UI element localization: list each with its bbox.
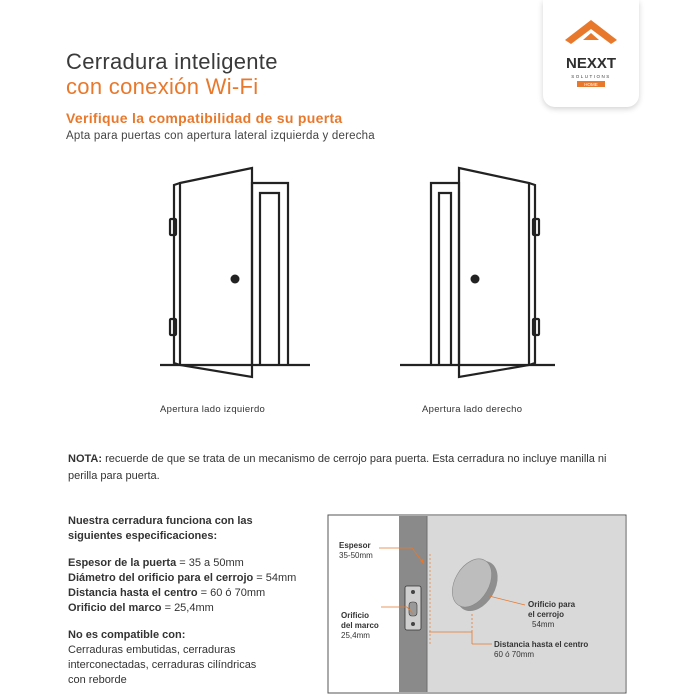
- value-cerrojo: 54mm: [532, 620, 555, 629]
- door-knob-icon: [471, 275, 480, 284]
- label-marco-2: del marco: [341, 621, 379, 630]
- logo-solutions-text: SOLUTIONS: [571, 74, 611, 79]
- not-compatible-line: interconectadas, cerraduras cilíndricas: [68, 659, 257, 671]
- lock-installation-diagram: [327, 514, 627, 694]
- value-distancia: 60 ó 70mm: [494, 650, 535, 659]
- door-knob-icon: [231, 275, 240, 284]
- left-door-illustration: [160, 165, 320, 400]
- specifications-block: [68, 514, 328, 688]
- nexxt-logo-icon: [543, 0, 639, 107]
- not-compatible-heading: No es compatible con:: [68, 629, 186, 641]
- compatibility-subtitle: Apta para puertas con apertura lateral izquierda y derecha: [66, 130, 375, 142]
- not-compatible-line: con reborde: [68, 674, 127, 686]
- note-text: recuerde de que se trata de un mecanismo de cerrojo para puerta. Esta cerradura no incluye manilla ni perilla para puerta.: [68, 453, 607, 482]
- label-marco-1: Orificio: [341, 611, 370, 620]
- value-espesor: 35-50mm: [339, 551, 373, 560]
- logo-home-text: HOME: [584, 82, 598, 87]
- specs-intro-line-2: siguientes especificaciones:: [68, 530, 218, 542]
- logo-brand-text: NEXXT: [565, 55, 617, 72]
- left-door-caption: Apertura lado izquierdo: [160, 404, 266, 415]
- spec-item: Diámetro del orificio para el cerrojo = 54mm: [68, 572, 297, 584]
- title-line-1: Cerradura inteligente: [66, 49, 278, 74]
- specs-intro-line-1: Nuestra cerradura funciona con las: [68, 515, 253, 527]
- right-door-illustration: [395, 165, 555, 400]
- note-paragraph: [68, 451, 628, 485]
- value-marco: 25,4mm: [341, 631, 370, 640]
- not-compatible-line: Cerraduras embutidas, cerraduras: [68, 644, 236, 656]
- compatibility-heading: Verifique la compatibilidad de su puerta: [66, 110, 343, 126]
- spec-item: Espesor de la puerta = 35 a 50mm: [68, 557, 244, 569]
- title-line-2: con conexión Wi-Fi: [66, 74, 259, 99]
- spec-item: Distancia hasta el centro = 60 ó 70mm: [68, 587, 266, 599]
- note-label: NOTA:: [68, 453, 103, 465]
- label-cerrojo-1: Orificio para: [528, 600, 576, 609]
- label-espesor: Espesor: [339, 541, 371, 550]
- right-door-caption: Apertura lado derecho: [422, 404, 523, 415]
- label-distancia: Distancia hasta el centro: [494, 640, 589, 649]
- spec-item: Orificio del marco = 25,4mm: [68, 602, 214, 614]
- label-cerrojo-2: el cerrojo: [528, 610, 565, 619]
- brand-logo-card: [543, 0, 639, 107]
